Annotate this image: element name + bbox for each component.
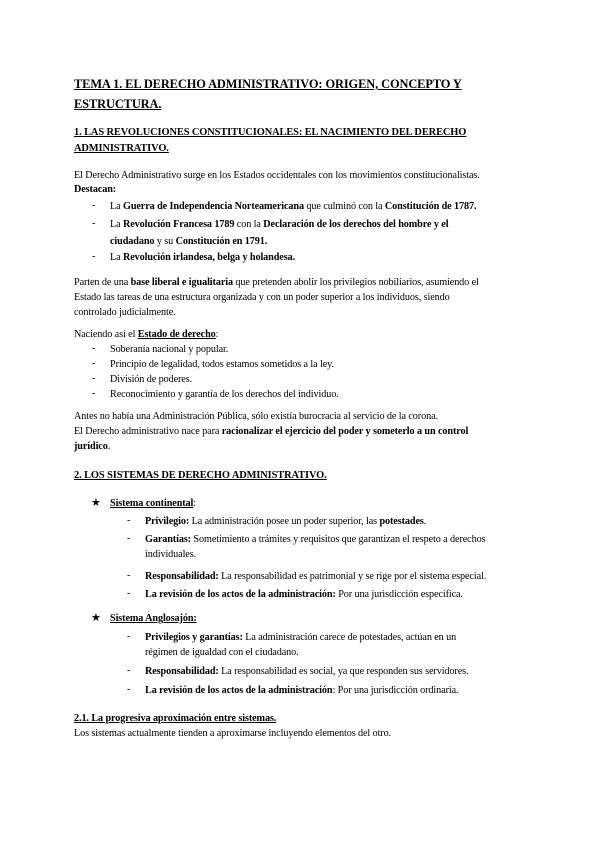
anglosajon-item-privilegios: Privilegios y garantías: La administración carece de potestades, actúan en un: [145, 632, 457, 643]
continental-item-responsabilidad: Responsabilidad: La responsabilidad es patrimonial y se rige por el sistema especial.: [145, 571, 487, 582]
paragraph-2-line-2: Estado las tareas de una estructura organizada y con un poder superior a los individuos, siendo: [74, 292, 450, 303]
highlight-item-3: La Revolución irlandesa, belga y holandesa.: [110, 252, 296, 263]
highlight-item-1: La Guerra de Independencia Norteamericana que culminó con la Constitución de 1787.: [110, 201, 477, 212]
intro-text: El Derecho Administrativo surge en los Estados occidentales con los movimientos constitucionalistas.: [74, 170, 480, 181]
continental-label: Sistema continental:: [110, 498, 197, 509]
section-2-heading: 2. LOS SISTEMAS DE DERECHO ADMINISTRATIVO.: [74, 470, 327, 481]
bullet-dash: -: [127, 533, 131, 544]
bullet-dash: -: [127, 588, 131, 599]
closing-line-1: Antes no había una Administración Pública, sólo existía burocracia al servicio de la corona.: [74, 411, 438, 422]
highlights-label: Destacan:: [74, 184, 117, 195]
principle-item: División de poderes.: [110, 374, 193, 385]
continental-item-privilegio: Privilegio: La administración posee un poder superior, las potestades.: [145, 516, 427, 527]
continental-item-garantias-cont: individuales.: [145, 549, 197, 560]
continental-item-revision: La revisión de los actos de la administración: Por una jurisdicción específica.: [145, 589, 463, 600]
paragraph-2-line-3: controlado judicialmente.: [74, 307, 176, 318]
star-bullet-icon: ★: [91, 497, 101, 509]
bullet-dash: -: [127, 515, 131, 526]
star-bullet-icon: ★: [91, 612, 101, 624]
highlight-item-2: La Revolución Francesa 1789 con la Declaración de los derechos del hombre y el: [110, 219, 449, 230]
bullet-dash: -: [92, 373, 96, 384]
anglosajon-item-privilegios-cont: régimen de igualdad con el ciudadano.: [145, 647, 299, 658]
title-line-1: TEMA 1. EL DERECHO ADMINISTRATIVO: ORIGEN, CONCEPTO Y: [74, 77, 462, 91]
rule-of-law-intro: Naciendo así el Estado de derecho:: [74, 329, 219, 340]
highlight-item-2-cont: ciudadano y su Constitución en 1791.: [110, 236, 268, 247]
bullet-dash: -: [92, 343, 96, 354]
anglosajon-item-revision: La revisión de los actos de la administración: Por una jurisdicción ordinaria.: [145, 685, 459, 696]
title-line-2: ESTRUCTURA.: [74, 97, 162, 111]
anglosajon-item-responsabilidad: Responsabilidad: La responsabilidad es social, ya que responden sus servidores.: [145, 666, 469, 677]
bullet-dash: -: [92, 358, 96, 369]
paragraph-2-line-1: Parten de una base liberal e igualitaria que pretenden abolir los privilegios nobiliarios, asumiendo el: [74, 277, 479, 288]
bullet-dash: -: [92, 218, 96, 229]
bullet-dash: -: [92, 200, 96, 211]
bullet-dash: -: [127, 684, 131, 695]
continental-item-garantias: Garantías: Sometimiento a trámites y requisitos que garantizan el respeto a derechos: [145, 534, 486, 545]
closing-line-2: El Derecho administrativo nace para racionalizar el ejercicio del poder y someterlo a un control: [74, 426, 469, 437]
bullet-dash: -: [127, 570, 131, 581]
section-1-heading-line-2: ADMINISTRATIVO.: [74, 143, 169, 154]
principle-item: Soberanía nacional y popular.: [110, 344, 229, 355]
bullet-dash: -: [127, 665, 131, 676]
subsection-2-1-heading: 2.1. La progresiva aproximación entre sistemas.: [74, 713, 277, 724]
bullet-dash: -: [92, 251, 96, 262]
bullet-dash: -: [127, 631, 131, 642]
principle-item: Reconocimiento y garantía de los derechos del individuo.: [110, 389, 339, 400]
section-1-heading-line-1: 1. LAS REVOLUCIONES CONSTITUCIONALES: EL NACIMIENTO DEL DERECHO: [74, 127, 467, 138]
anglosajon-label: Sistema Anglosajón:: [110, 613, 197, 624]
bullet-dash: -: [92, 388, 96, 399]
closing-line-3: jurídico.: [74, 441, 111, 452]
principle-item: Principio de legalidad, todos estamos sometidos a la ley.: [110, 359, 334, 370]
subsection-2-1-text: Los sistemas actualmente tienden a aproximarse incluyendo elementos del otro.: [74, 728, 392, 739]
